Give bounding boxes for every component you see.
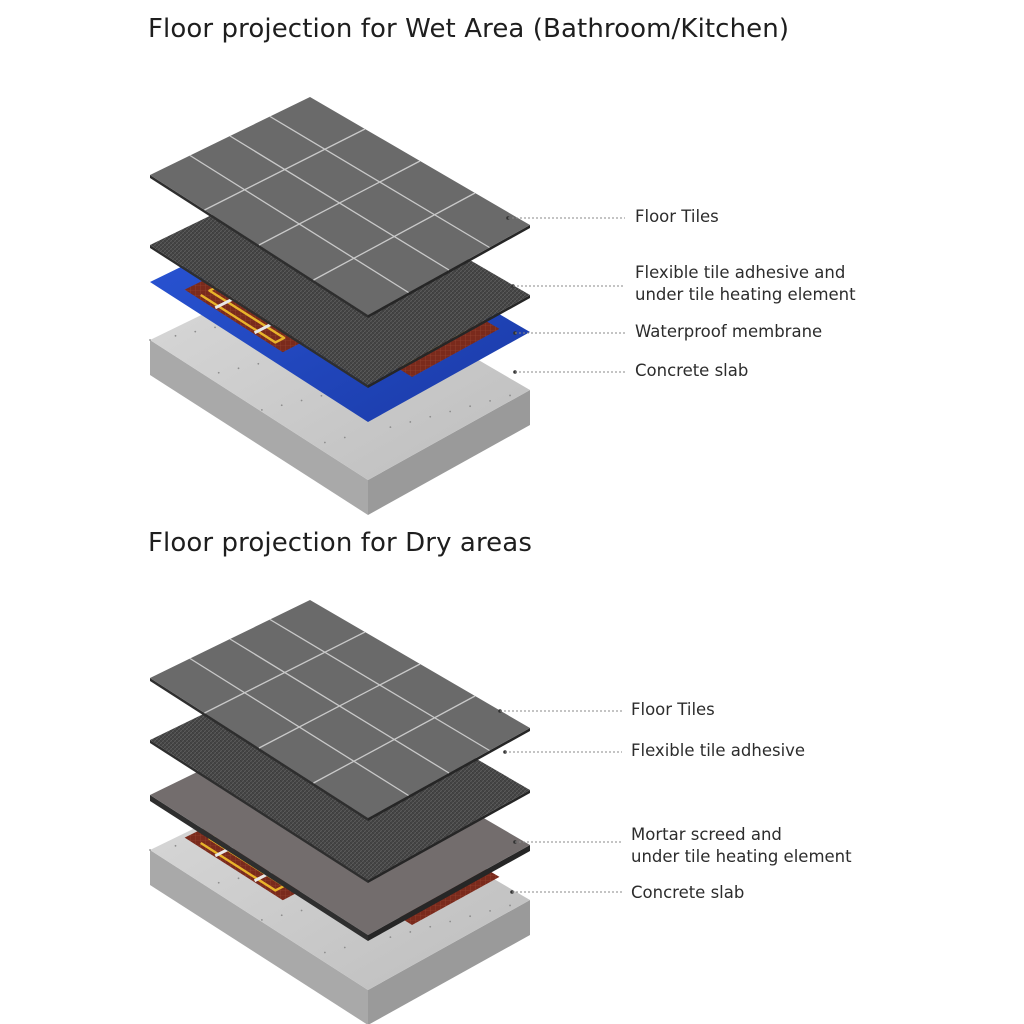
label-mortar-screed: Mortar screed and under tile heating element — [631, 825, 852, 866]
label-adhesive-dry: Flexible tile adhesive — [631, 741, 806, 760]
wet-area-diagram — [149, 97, 625, 515]
section-title-wet: Floor projection for Wet Area (Bathroom/Kitchen) — [148, 14, 790, 44]
label-concrete-slab-wet: Concrete slab — [635, 361, 749, 380]
label-adhesive-heating-wet: Flexible tile adhesive and under tile heating element — [635, 263, 856, 304]
label-waterproof-membrane: Waterproof membrane — [635, 322, 823, 341]
section-title-dry: Floor projection for Dry areas — [148, 528, 532, 558]
label-concrete-slab-dry: Concrete slab — [631, 883, 745, 902]
label-floor-tiles-dry: Floor Tiles — [631, 700, 715, 719]
label-floor-tiles-wet: Floor Tiles — [635, 207, 719, 226]
dry-area-diagram — [149, 600, 622, 1024]
